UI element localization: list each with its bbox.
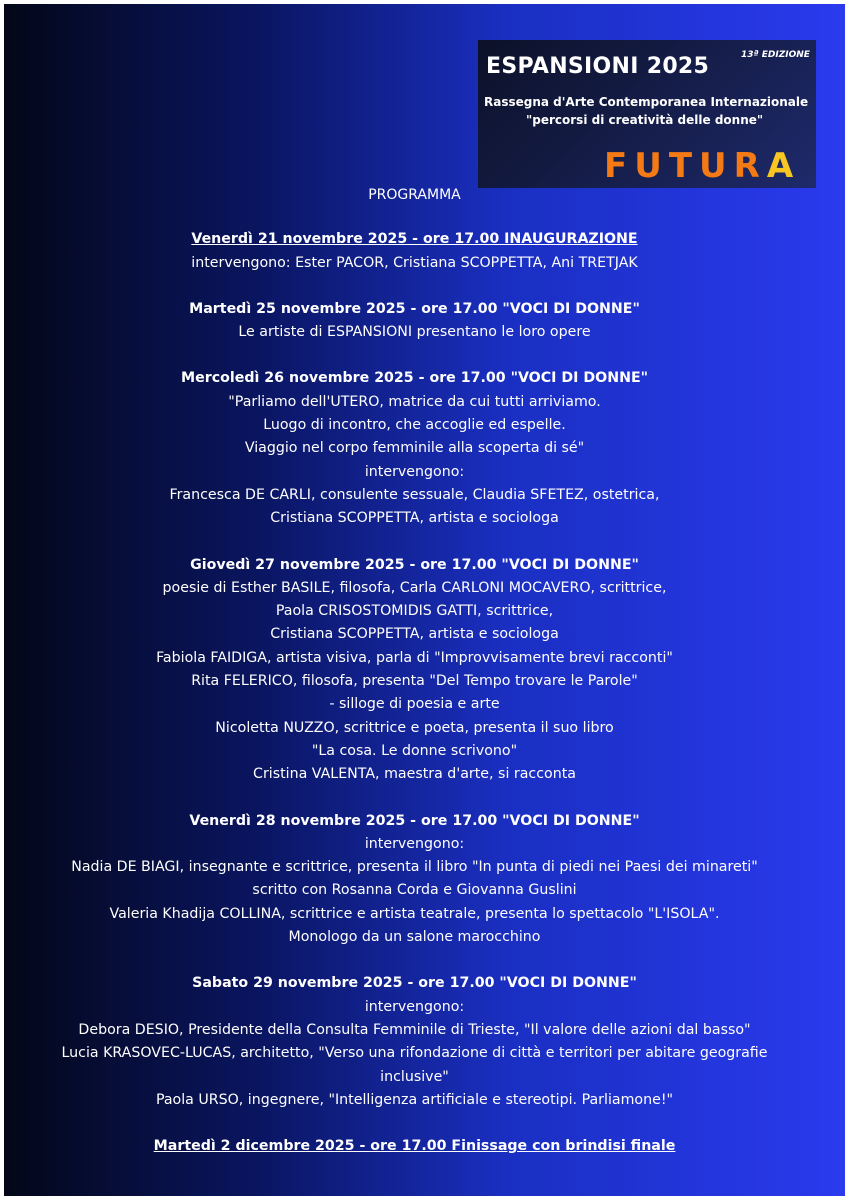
program-content: [4, 184, 825, 1181]
event-line: "Parliamo dell'UTERO, matrice da cui tutti arriviamo.: [228, 393, 601, 410]
event-line: Paola CRISOSTOMIDIS GATTI, scrittrice,: [275, 603, 554, 620]
event-line: Nicoletta NUZZO, scrittrice e poeta, presenta il suo libro: [215, 719, 614, 736]
event-line: scritto con Rosanna Corda e Giovanna Guslini: [252, 882, 577, 899]
event-heading: Venerdì 28 novembre 2025 - ore 17.00 "VOCI DI DONNE": [189, 812, 640, 829]
event-block: [4, 554, 825, 787]
badge-title: ESPANSIONI 2025: [486, 54, 710, 79]
event-badge: [478, 40, 816, 188]
event-line: intervengono:: [364, 998, 465, 1015]
event-line: Rita FELERICO, filosofa, presenta "Del Tempo trovare le Parole": [191, 673, 638, 690]
event-line: Viaggio nel corpo femminile alla scoperta di sé": [244, 440, 585, 457]
event-block: [4, 972, 825, 1112]
event-block: [4, 367, 825, 530]
event-line: intervengono:: [364, 463, 465, 480]
event-line: Cristiana SCOPPETTA, artista e sociologa: [270, 510, 559, 527]
futura-logo: [604, 146, 800, 186]
event-heading: Martedì 25 novembre 2025 - ore 17.00 "VOCI DI DONNE": [189, 300, 640, 317]
event-line: Monologo da un salone marocchino: [288, 929, 541, 946]
event-heading: Mercoledì 26 novembre 2025 - ore 17.00 "VOCI DI DONNE": [180, 370, 649, 387]
event-line: Lucia KRASOVEC-LUCAS, architetto, "Verso una rifondazione di città e territori per abitare geografie: [61, 1045, 768, 1062]
event-block: [4, 1135, 825, 1158]
event-line: Debora DESIO, Presidente della Consulta Femminile di Trieste, "Il valore delle azioni dal basso": [78, 1021, 751, 1038]
event-line: intervengono: Ester PACOR, Cristiana SCOPPETTA, Ani TRETJAK: [191, 254, 638, 271]
event-line: inclusive": [380, 1068, 449, 1085]
event-block: [4, 298, 825, 345]
event-line: Paola URSO, ingegnere, "Intelligenza artificiale e stereotipi. Parliamone!": [155, 1091, 674, 1108]
futura-main: FUTUR: [604, 146, 767, 186]
event-line: poesie di Esther BASILE, filosofa, Carla CARLONI MOCAVERO, scrittrice,: [162, 579, 667, 596]
event-block: [4, 228, 825, 275]
event-line: Nadia DE BIAGI, insegnante e scrittrice, presenta il libro "In punta di piedi nei Paesi dei minareti": [71, 859, 758, 876]
event-line: "La cosa. Le donne scrivono": [311, 742, 518, 759]
futura-last-letter: A: [766, 146, 801, 186]
programma-label: PROGRAMMA: [368, 187, 461, 203]
event-block: [4, 810, 825, 950]
event-heading: Giovedì 27 novembre 2025 - ore 17.00 "VOCI DI DONNE": [190, 556, 639, 573]
poster: [4, 4, 845, 1196]
badge-subtitle-2: "percorsi di creatività delle donne": [526, 113, 764, 127]
event-line: Cristiana SCOPPETTA, artista e sociologa: [270, 626, 559, 643]
event-line: Francesca DE CARLI, consulente sessuale, Claudia SFETEZ, ostetrica,: [169, 486, 660, 503]
event-line: Valeria Khadija COLLINA, scrittrice e artista teatrale, presenta lo spettacolo "L'ISOLA".: [109, 905, 720, 922]
badge-subtitle-1: Rassegna d'Arte Contemporanea Internazionale: [484, 95, 809, 109]
badge-edition: 13ª EDIZIONE: [741, 50, 810, 60]
event-line: Le artiste di ESPANSIONI presentano le loro opere: [238, 324, 591, 341]
event-line: - silloge di poesia e arte: [329, 696, 500, 713]
event-line: Cristina VALENTA, maestra d'arte, si racconta: [253, 766, 576, 783]
event-heading: Venerdì 21 novembre 2025 - ore 17.00 INAUGURAZIONE: [191, 231, 638, 248]
event-heading: Sabato 29 novembre 2025 - ore 17.00 "VOCI DI DONNE": [192, 975, 637, 992]
event-line: Luogo di incontro, che accoglie ed espelle.: [263, 417, 566, 434]
event-line: intervengono:: [364, 835, 465, 852]
event-line: Fabiola FAIDIGA, artista visiva, parla di "Improvvisamente brevi racconti": [156, 649, 673, 666]
finale-heading: Martedì 2 dicembre 2025 - ore 17.00 Finissage con brindisi finale: [153, 1138, 676, 1155]
